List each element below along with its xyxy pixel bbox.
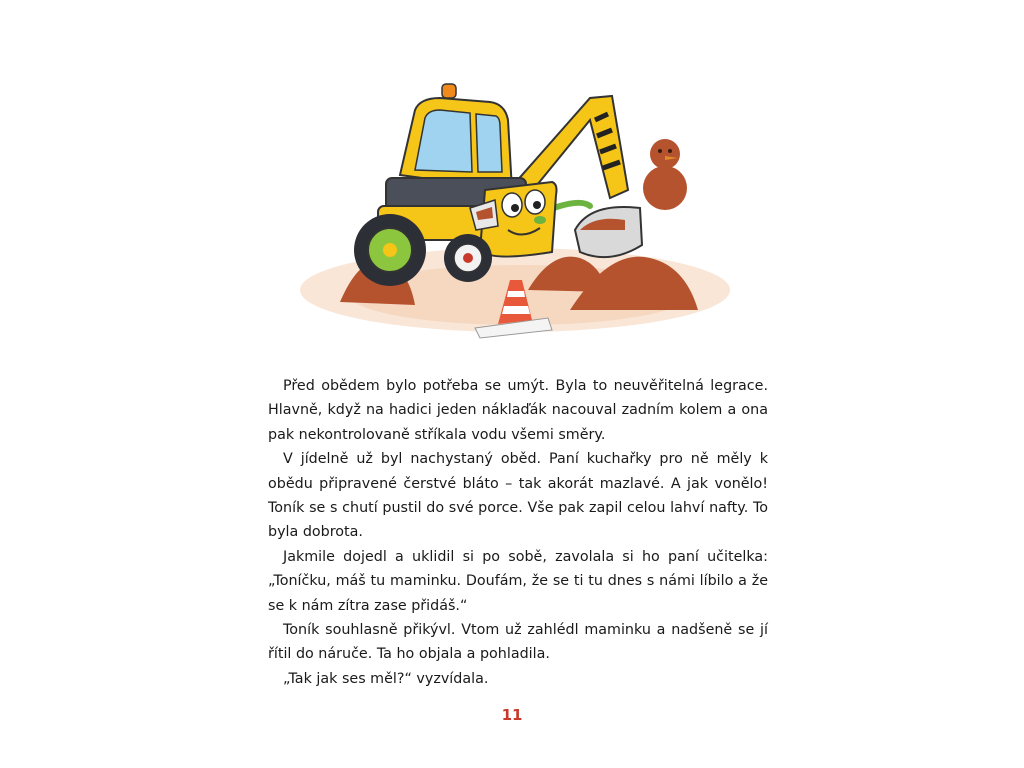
excavator-illustration <box>290 80 740 350</box>
paragraph: Jakmile dojedl a uklidil si po sobě, zavolala si ho paní učitelka: „Toníčku, máš tu maminku. Doufám, že se ti tu dnes s námi líbilo a že se k nám zítra zase přidáš.“ <box>268 548 768 614</box>
paragraph: Před obědem bylo potřeba se umýt. Byla to neuvěřitelná legrace. Hlavně, když na hadici jeden náklaďák nacouval zadním kolem a ona pak nekontrolovaně stříkala vodu všemi směry. <box>268 378 768 443</box>
dirt-snowman <box>643 139 687 210</box>
excavator-wheel-small <box>444 234 492 282</box>
paragraph: Toník souhlasně přikývl. Vtom už zahlédl maminku a nadšeně se jí řítil do náruče. Ta ho objala a pohladila. <box>268 622 768 663</box>
excavator-wheel-large <box>354 214 426 286</box>
story-text <box>268 374 768 691</box>
paragraph: „Tak jak ses měl?“ vyzvídala. <box>283 670 489 687</box>
paragraph: V jídelně už byl nachystaný oběd. Paní kuchařky pro ně měly k obědu připravené čerstvé bláto – tak akorát mazlavé. A jak vonělo! Toník se s chutí pustil do své porce. Vše pak zapil celou lahví nafty. To byla dobrota. <box>268 451 768 541</box>
page-number: 11 <box>501 706 523 724</box>
